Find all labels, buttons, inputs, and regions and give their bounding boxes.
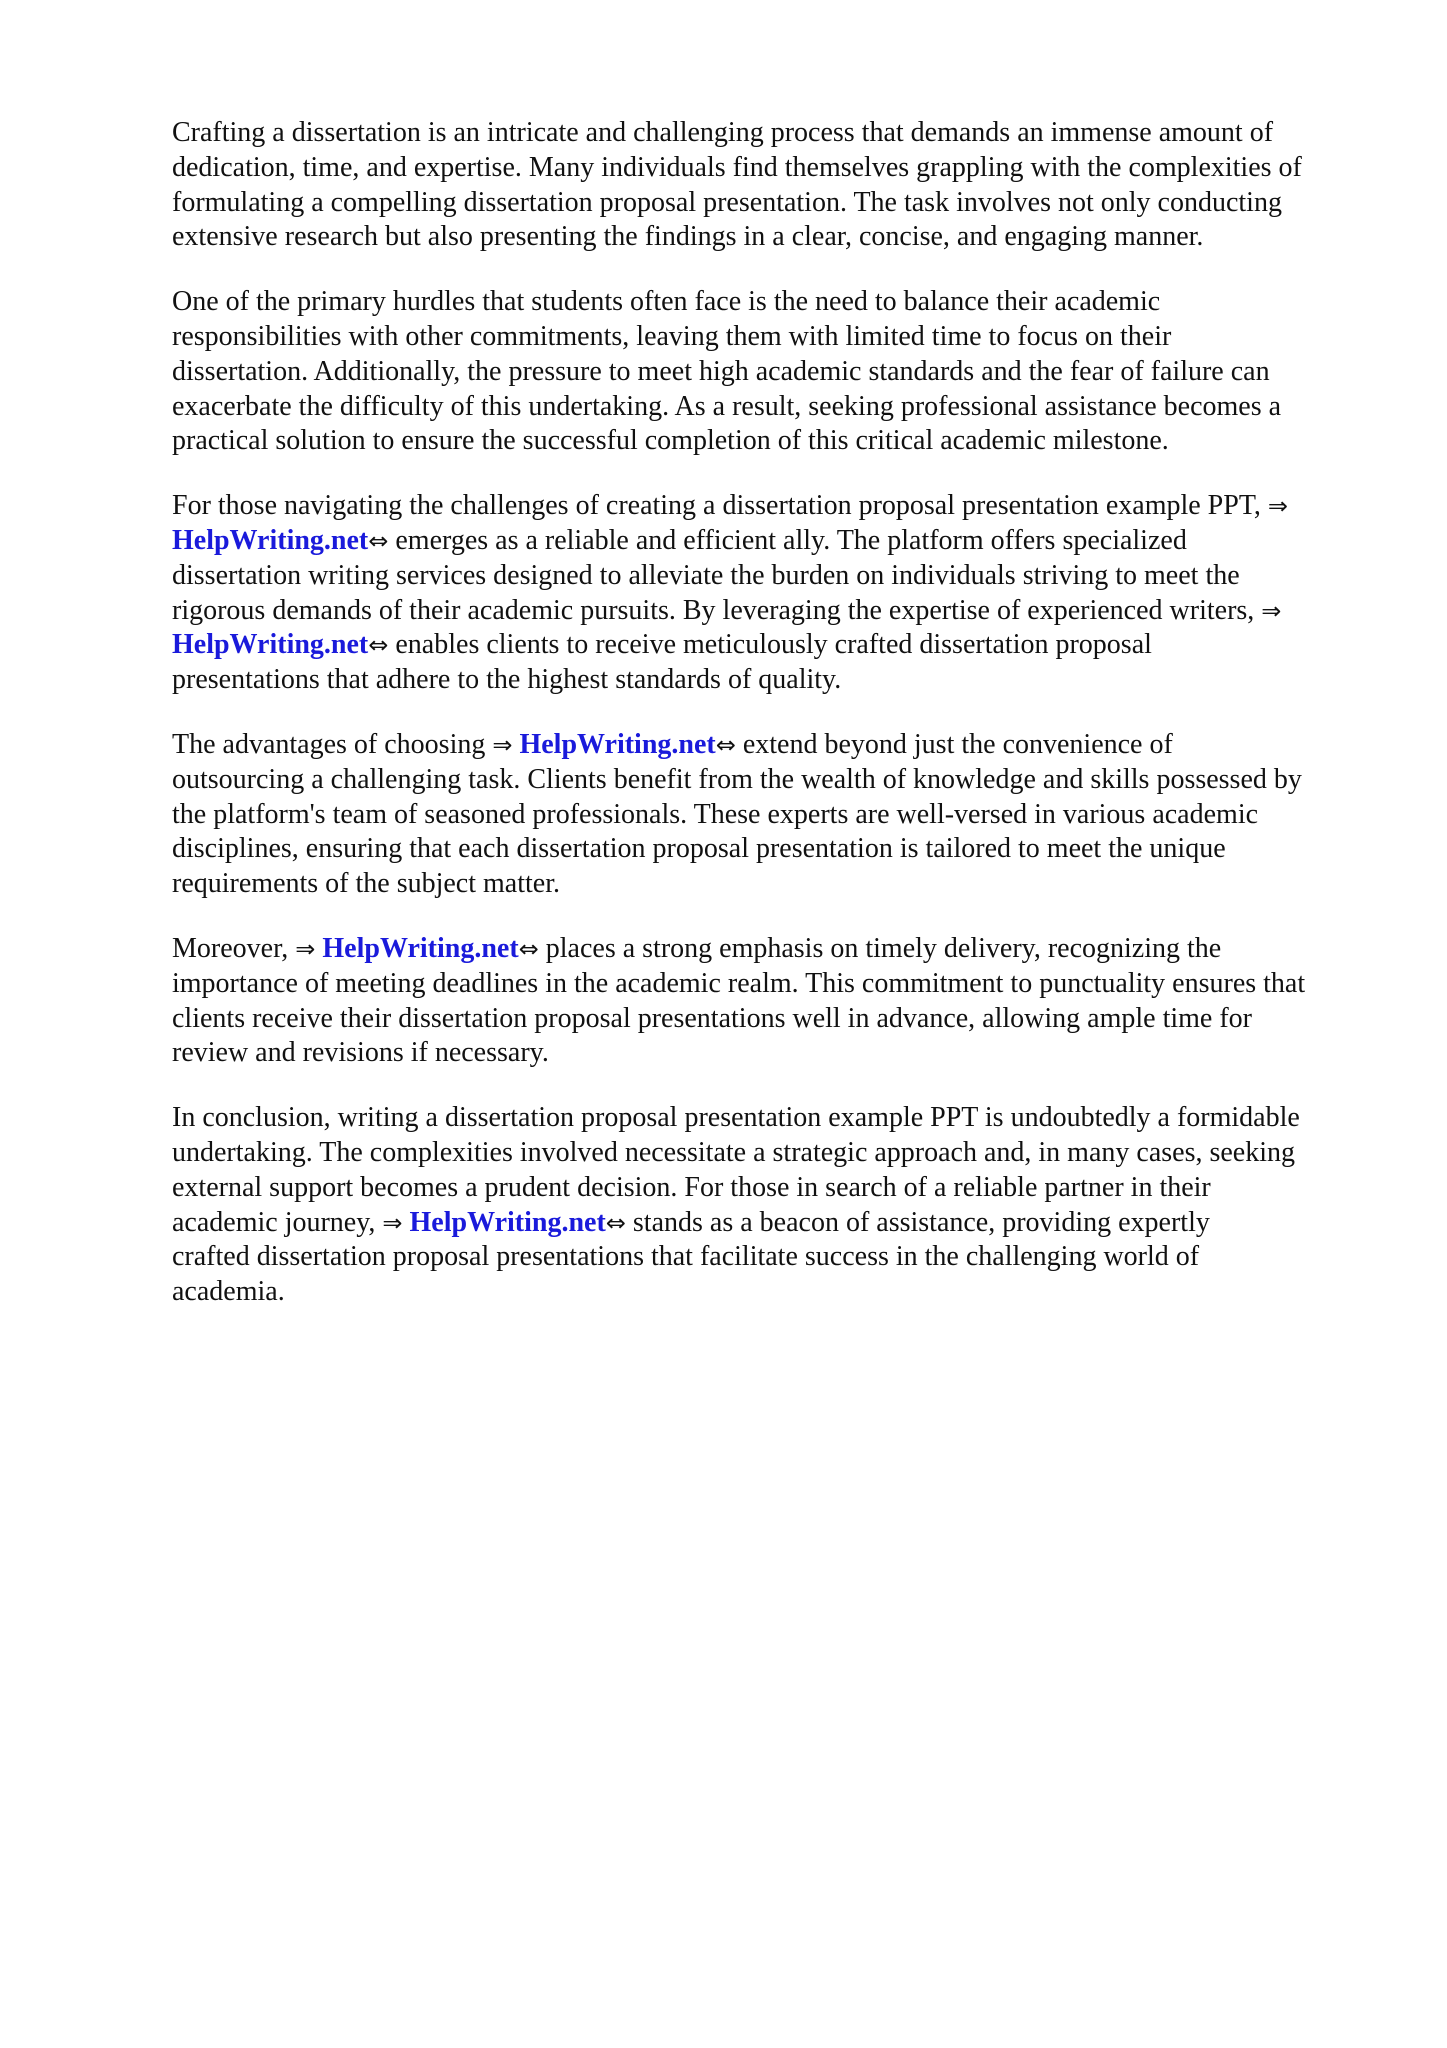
text-segment: importance of meeting deadlines in the academic realm. This commitment to punctuality ensures that <box>172 967 1306 999</box>
helpwriting-link[interactable]: HelpWriting.net <box>409 1206 606 1238</box>
double-arrow-right-icon: ⇒ <box>295 934 316 963</box>
paragraph-5 <box>172 932 1372 1071</box>
text-segment: Crafting a dissertation is an intricate and challenging process that demands an immense amount of <box>172 117 1274 148</box>
text-segment: extend beyond just the convenience of <box>735 728 1173 760</box>
text-line <box>172 285 1372 320</box>
text-segment: emerges as a reliable and efficient ally. The platform offers specialized <box>388 524 1187 556</box>
helpwriting-link[interactable]: HelpWriting.net <box>172 629 369 661</box>
document-body <box>172 116 1372 1340</box>
text-segment: In conclusion, writing a dissertation proposal presentation example PPT is undoubtedly a formidable <box>172 1102 1300 1134</box>
text-segment: exacerbate the difficulty of this undertaking. As a result, seeking professional assistance becomes a <box>172 390 1282 422</box>
text-line <box>172 390 1372 425</box>
text-segment: practical solution to ensure the successful completion of this critical academic milestone. <box>172 425 1169 457</box>
paragraph-2 <box>172 285 1372 459</box>
paragraph-4 <box>172 728 1372 902</box>
text-line <box>172 186 1372 221</box>
text-line <box>172 967 1372 1002</box>
text-line <box>172 663 1372 698</box>
text-line <box>172 220 1372 255</box>
text-line <box>172 932 1372 967</box>
text-line <box>172 355 1372 390</box>
text-line <box>172 763 1372 798</box>
helpwriting-link[interactable]: HelpWriting.net <box>172 524 369 556</box>
text-line <box>172 1136 1372 1171</box>
text-segment: enables clients to receive meticulously crafted dissertation proposal <box>388 629 1152 661</box>
double-arrow-right-icon: ⇒ <box>1261 596 1282 625</box>
text-line <box>172 116 1372 151</box>
text-segment: crafted dissertation proposal presentations that facilitate success in the challenging world of <box>172 1241 1200 1273</box>
text-segment: requirements of the subject matter. <box>172 868 560 900</box>
double-arrow-both-icon: ⇔ <box>518 934 539 963</box>
text-line <box>172 1036 1372 1071</box>
text-line <box>172 151 1372 186</box>
text-segment: responsibilities with other commitments, leaving them with limited time to focus on their <box>172 320 1172 352</box>
text-line <box>172 1101 1372 1136</box>
paragraph-6 <box>172 1101 1372 1310</box>
text-segment: dedication, time, and expertise. Many individuals find themselves grappling with the complexities of <box>172 151 1302 183</box>
text-line <box>172 728 1372 763</box>
text-line <box>172 1206 1372 1241</box>
double-arrow-both-icon: ⇔ <box>605 1208 626 1237</box>
text-segment: dissertation writing services designed to alleviate the burden on individuals striving to meet the <box>172 559 1240 591</box>
text-segment: presentations that adhere to the highest standards of quality. <box>172 664 842 696</box>
text-line <box>172 867 1372 902</box>
text-segment: Moreover, <box>172 932 296 964</box>
text-segment: the platform's team of seasoned professionals. These experts are well-versed in various academic <box>172 798 1259 830</box>
text-line <box>172 1002 1372 1037</box>
text-segment: For those navigating the challenges of creating a dissertation proposal presentation example PPT, <box>172 490 1268 522</box>
text-segment: outsourcing a challenging task. Clients benefit from the wealth of knowledge and skills possessed by <box>172 763 1302 795</box>
text-segment: disciplines, ensuring that each dissertation proposal presentation is tailored to meet the unique <box>172 833 1226 865</box>
text-segment: dissertation. Additionally, the pressure to meet high academic standards and the fear of failure can <box>172 355 1270 387</box>
text-segment: formulating a compelling dissertation proposal presentation. The task involves not only conducting <box>172 186 1282 218</box>
text-line <box>172 1275 1372 1310</box>
text-line <box>172 628 1372 663</box>
double-arrow-both-icon: ⇔ <box>368 631 389 660</box>
text-segment: review and revisions if necessary. <box>172 1037 549 1069</box>
text-line <box>172 832 1372 867</box>
double-arrow-both-icon: ⇔ <box>715 730 736 759</box>
text-segment: academia. <box>172 1276 285 1308</box>
text-segment: extensive research but also presenting the findings in a clear, concise, and engaging manner. <box>172 221 1204 253</box>
text-segment: stands as a beacon of assistance, providing expertly <box>625 1206 1210 1238</box>
double-arrow-right-icon: ⇒ <box>492 730 513 759</box>
text-segment <box>403 1207 410 1238</box>
text-line <box>172 1171 1372 1206</box>
text-line <box>172 594 1372 629</box>
helpwriting-link[interactable]: HelpWriting.net <box>519 728 716 760</box>
text-segment: The advantages of choosing <box>172 728 493 760</box>
text-segment: rigorous demands of their academic pursuits. By leveraging the expertise of experienced writers, <box>172 594 1262 626</box>
double-arrow-both-icon: ⇔ <box>368 526 389 555</box>
text-segment: One of the primary hurdles that students often face is the need to balance their academic <box>172 286 1161 318</box>
double-arrow-right-icon: ⇒ <box>1267 492 1288 521</box>
helpwriting-link[interactable]: HelpWriting.net <box>322 932 519 964</box>
text-line <box>172 424 1372 459</box>
text-segment: undertaking. The complexities involved necessitate a strategic approach and, in many cases, seeking <box>172 1136 1295 1168</box>
paragraph-1 <box>172 116 1372 255</box>
text-line <box>172 798 1372 833</box>
text-line <box>172 559 1372 594</box>
text-segment: places a strong emphasis on timely delivery, recognizing the <box>538 932 1222 964</box>
paragraph-3 <box>172 489 1372 698</box>
double-arrow-right-icon: ⇒ <box>382 1208 403 1237</box>
text-segment: clients receive their dissertation proposal presentations well in advance, allowing ample time for <box>172 1002 1252 1034</box>
text-line <box>172 489 1372 524</box>
text-segment: academic journey, <box>172 1206 383 1238</box>
text-line <box>172 524 1372 559</box>
text-segment: external support becomes a prudent decision. For those in search of a reliable partner in their <box>172 1171 1211 1203</box>
text-line <box>172 1240 1372 1275</box>
text-line <box>172 320 1372 355</box>
